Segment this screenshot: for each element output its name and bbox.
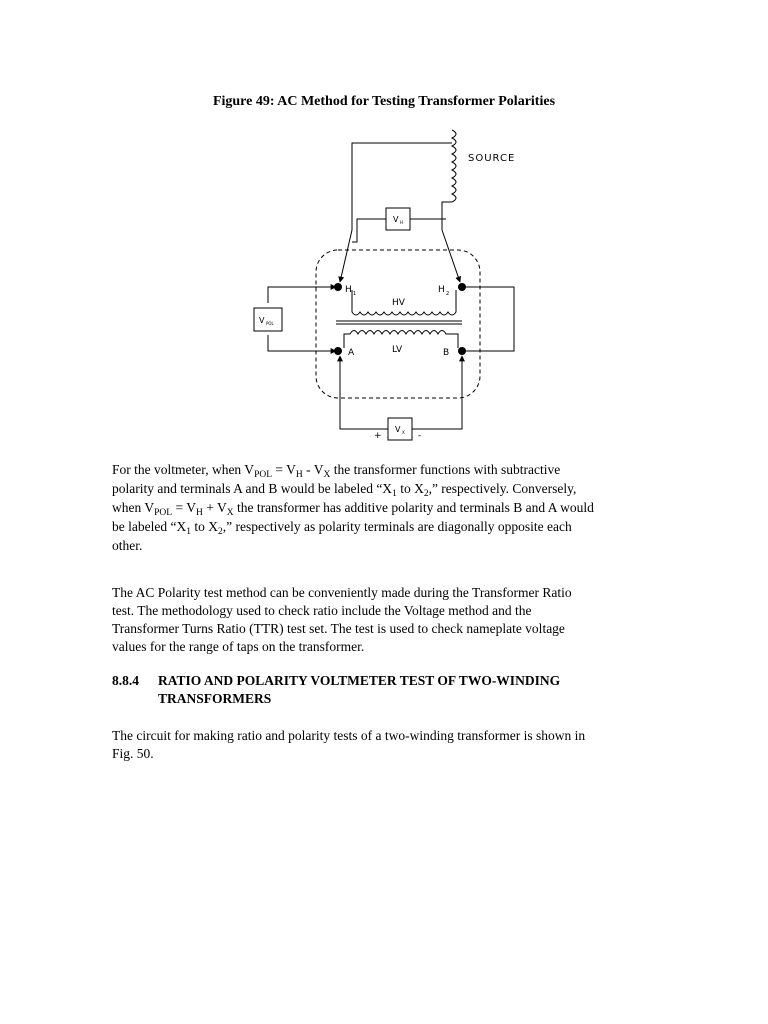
vpol-wire-top	[268, 287, 336, 303]
section-heading-8-8-4	[112, 672, 658, 708]
figure-caption: Figure 49: AC Method for Testing Transformer Polarities	[212, 94, 556, 109]
minus-sign: -	[418, 431, 422, 441]
terminal-a	[334, 347, 342, 355]
paragraph-voltmeter-polarity: For the voltmeter, when $V_{POL} = V_H - V_X$ the transformer functions with subtractive polarity and terminals A and B would be labeled “$X_1$ to $X_2$,” respectively. Conversely, when $V_{POL} = V_H + V_X$ the transformer has additive polarity and terminals B and A would be labeled “$X_1$ to $X_2$,” respectively as polarity terminals are diagonally opposite each other.	[112, 462, 594, 553]
source-coil	[452, 130, 456, 202]
h1-subscript: 1	[353, 291, 357, 297]
paragraph-ac-polarity-test: The AC Polarity test method can be conveniently made during the Transformer Ratio test. The methodology used to check ratio include the Voltage method and the Transformer Turns Ratio (TTR) test set. The test is used to check nameplate voltage values for the range of taps on the transformer.	[112, 585, 572, 654]
section-title-line-1: RATIO AND POLARITY VOLTMETER TEST OF TWO-WINDING	[158, 673, 561, 688]
terminal-h1	[334, 283, 342, 291]
vx-meter-subscript: X	[402, 430, 405, 435]
vh-meter-subscript: H	[400, 220, 404, 225]
lv-label: LV	[392, 345, 403, 355]
hv-label: HV	[392, 298, 405, 308]
section-number: 8.8.4	[112, 673, 139, 688]
h2-subscript: 2	[446, 291, 450, 297]
vx-wire-right	[412, 356, 462, 429]
section-title-line-2: TRANSFORMERS	[158, 691, 272, 706]
terminal-b-label: B	[443, 348, 450, 358]
vpol-wire-bottom	[268, 335, 336, 351]
h2-label: H	[438, 285, 445, 295]
h1-label: H	[345, 285, 352, 295]
source-lead-right	[442, 202, 452, 230]
transformer-polarity-diagram	[0, 120, 768, 450]
terminal-b	[458, 347, 466, 355]
source-label: SOURCE	[468, 153, 516, 164]
source-lead-left	[352, 143, 452, 230]
source-lead-left-arrow	[340, 230, 352, 282]
vpol-meter-label: V	[259, 316, 265, 325]
vpol-meter-subscript: POL	[266, 321, 274, 326]
source-lead-right-arrow	[442, 230, 460, 282]
vx-meter-label: V	[395, 425, 401, 434]
terminal-a-label: A	[348, 348, 355, 358]
terminal-h2	[458, 283, 466, 291]
jumper-h2-b	[466, 287, 514, 351]
plus-sign: +	[374, 431, 382, 441]
vh-meter-label: V	[393, 215, 399, 224]
vh-wire-left	[352, 219, 386, 242]
paragraph-fig-50-reference: The circuit for making ratio and polarity tests of a two-winding transformer is shown in Fig. 50.	[112, 728, 586, 761]
vx-wire-left	[340, 356, 388, 429]
